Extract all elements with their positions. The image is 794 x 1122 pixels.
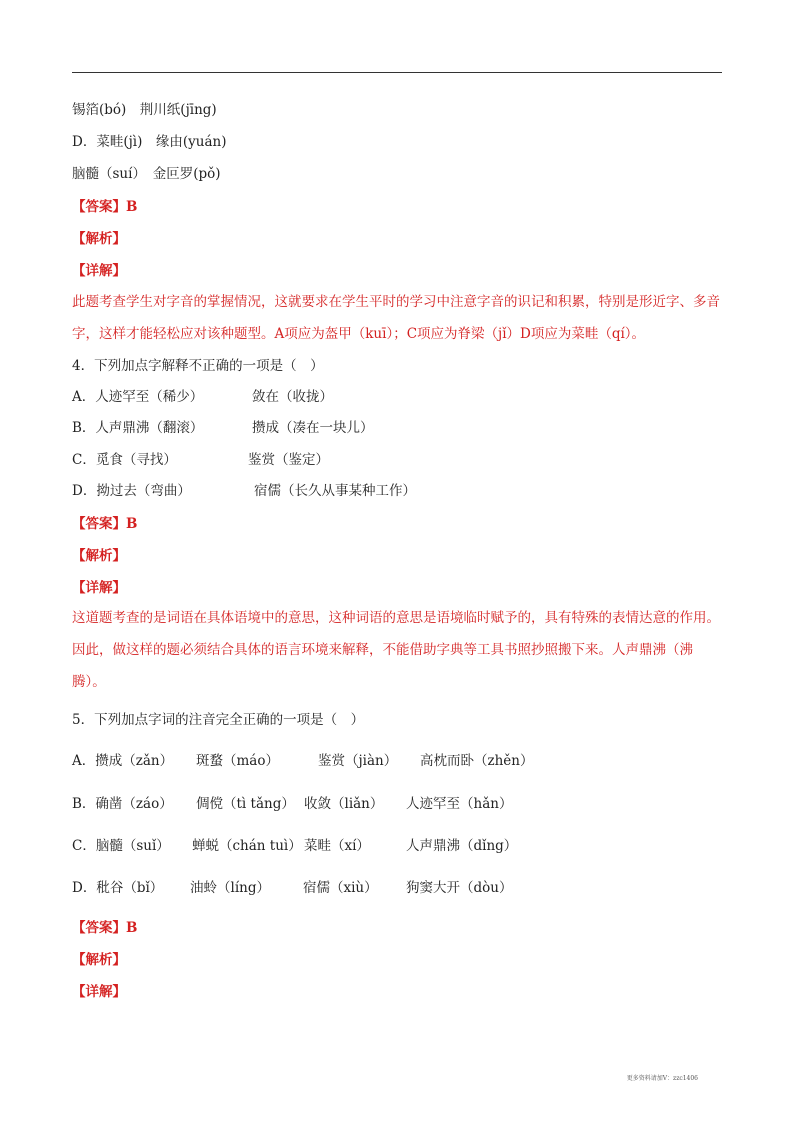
q5-option-c-2: 蝉蜕（chán tuì） bbox=[192, 838, 302, 854]
q5-option-c-1: C．脑髓（suǐ） bbox=[72, 838, 170, 854]
q5-option-d-1: D．秕谷（bǐ） bbox=[72, 880, 164, 896]
q4-option-c: C．觅食（寻找） bbox=[72, 452, 177, 468]
option-d-prev: D．菜畦(jì) 缘由(yuán) bbox=[72, 134, 227, 150]
q5-stem: 5．下列加点字词的注音完全正确的一项是（ ） bbox=[72, 712, 365, 728]
continued-line-3: 脑髓（suí） 金叵罗(pǒ) bbox=[72, 166, 221, 182]
answer-label-q5: 【答案】B bbox=[72, 920, 138, 936]
q5-option-c-4: 人声鼎沸（dǐng） bbox=[406, 838, 518, 854]
answer-label-q3: 【答案】B bbox=[72, 199, 138, 215]
q5-option-a-1: A．攒成（zǎn） bbox=[72, 753, 174, 769]
q5-option-a-3: 鉴赏（jiàn） bbox=[318, 753, 398, 769]
q3-explanation: 此题考查学生对字音的掌握情况，这就要求在学生平时的学习中注意字音的识记和积累，特别是形近字、多音字，这样才能轻松应对该种题型。A项应为盔甲（kuī）；C项应为脊梁（jǐ）D项应为菜畦（qí）。 bbox=[72, 294, 720, 342]
answer-label-q4: 【答案】B bbox=[72, 516, 138, 532]
q4-option-b: B．人声鼎沸（翻滚） bbox=[72, 420, 204, 436]
q5-option-b-4: 人迹罕至（hǎn） bbox=[406, 796, 513, 812]
q5-option-c-3: 菜畦（xí） bbox=[304, 838, 370, 854]
q4-option-b-2: 攒成（凑在一块儿） bbox=[252, 420, 374, 436]
q5-option-a-4: 高枕而卧（zhěn） bbox=[420, 753, 534, 769]
analysis-label-q4: 【解析】 bbox=[72, 548, 126, 564]
detail-label-q5: 【详解】 bbox=[72, 984, 126, 1000]
q5-option-b-1: B．确凿（záo） bbox=[72, 796, 173, 812]
detail-label-q3: 【详解】 bbox=[72, 263, 126, 279]
q4-explanation: 这道题考查的是词语在具体语境中的意思，这种词语的意思是语境临时赋予的，具有特殊的表情达意的作用。因此，做这样的题必须结合具体的语言环境来解释，不能借助字典等工具书照抄照搬下来。人声鼎沸（沸腾）。 bbox=[72, 610, 720, 690]
q4-stem: 4．下列加点字解释不正确的一项是（ ） bbox=[72, 358, 324, 374]
analysis-label-q5: 【解析】 bbox=[72, 952, 126, 968]
q4-option-d: D．拗过去（弯曲） bbox=[72, 483, 191, 499]
q5-option-d-3: 宿儒（xiù） bbox=[303, 880, 378, 896]
detail-label-q4: 【详解】 bbox=[72, 580, 126, 596]
analysis-label-q3: 【解析】 bbox=[72, 231, 126, 247]
continued-line-1: 锡箔(bó) 荆川纸(jīng) bbox=[72, 102, 217, 118]
q4-option-c-2: 鉴赏（鉴定） bbox=[248, 452, 329, 468]
q5-option-b-3: 收敛（liǎn） bbox=[304, 796, 384, 812]
q5-option-b-2: 倜傥（tì tǎng） bbox=[196, 796, 295, 812]
q4-option-d-2: 宿儒（长久从事某种工作） bbox=[254, 483, 416, 499]
page-footer: 更多资料请加V：zzc1406 bbox=[626, 1075, 698, 1082]
q4-option-a-2: 敛在（收拢） bbox=[252, 389, 333, 405]
q4-option-a: A．人迹罕至（稀少） bbox=[72, 389, 204, 405]
header-rule bbox=[72, 72, 722, 73]
q5-option-a-2: 斑蝥（máo） bbox=[196, 753, 279, 769]
q5-option-d-4: 狗窦大开（dòu） bbox=[406, 880, 513, 896]
q5-option-d-2: 油蛉（líng） bbox=[190, 880, 270, 896]
